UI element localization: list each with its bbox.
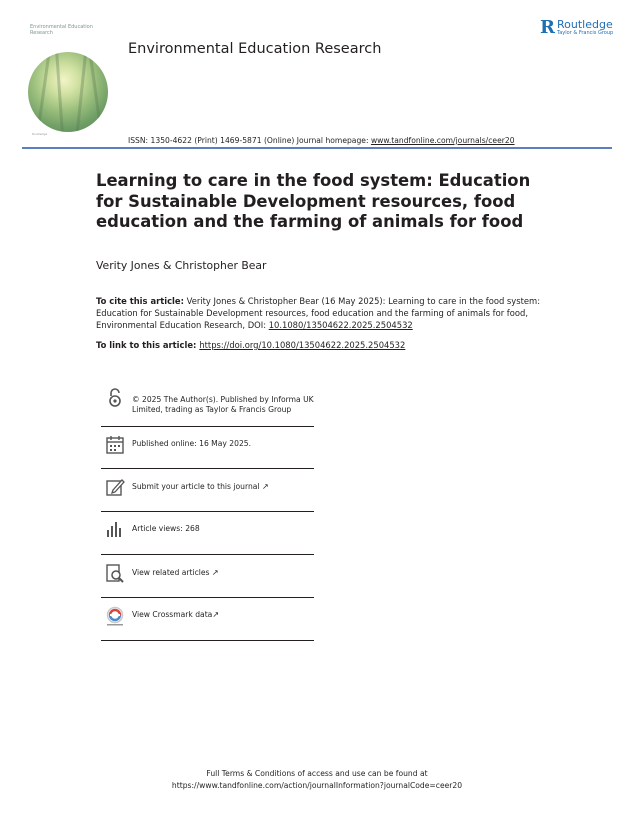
crossmark-icon: [104, 605, 126, 627]
submit-article-label: Submit your article to this journal: [132, 482, 260, 491]
issn-line: [128, 136, 515, 145]
submit-row[interactable]: [101, 469, 314, 512]
footer-terms-text: Full Terms & Conditions of access and use can be found at: [206, 769, 428, 778]
views-row: [101, 512, 314, 555]
related-articles-link[interactable]: [132, 568, 219, 578]
citation-block: [96, 295, 566, 331]
external-link-icon: ↗: [211, 568, 219, 577]
page-footer: [0, 768, 634, 792]
journal-homepage-link[interactable]: www.tandfonline.com/journals/ceer20: [370, 136, 515, 145]
related-search-icon: [104, 563, 126, 585]
doi-link[interactable]: 10.1080/13504622.2025.2504532: [268, 320, 413, 330]
open-access-row: [101, 387, 314, 427]
publisher-name: Routledge: [557, 18, 613, 31]
article-title: Learning to care in the food system: Education for Sustainable Development resources, food education and the farming of animals for food: [96, 171, 531, 231]
issn-text: ISSN: 1350-4622 (Print) 1469-5871 (Online) Journal homepage:: [128, 136, 371, 145]
bar-chart-icon: [104, 519, 126, 541]
citation-text: Verity Jones & Christopher Bear (16 May 2025): Learning to care in the food system: Education for Sustainable Development resources, food education and the farming of animals for food, Environmental Education Research, DOI:: [96, 296, 541, 330]
external-link-icon: ↗: [261, 482, 269, 491]
routledge-logo-icon: R: [540, 17, 555, 38]
article-views: Article views: 268: [132, 524, 200, 533]
publisher-logo[interactable]: [540, 17, 620, 41]
citation-label: To cite this article:: [96, 296, 184, 306]
external-link-icon: ↗: [212, 610, 220, 619]
header-divider: [22, 147, 612, 149]
article-authors: Verity Jones & Christopher Bear: [96, 259, 267, 272]
footer-terms-url[interactable]: https://www.tandfonline.com/action/journalInformation?journalCode=ceer20: [171, 781, 463, 790]
crossmark-row[interactable]: [101, 598, 314, 641]
calendar-icon: [104, 434, 126, 456]
journal-cover-image: [22, 22, 118, 144]
related-articles-label: View related articles: [132, 568, 210, 577]
crossmark-link[interactable]: [132, 610, 219, 620]
cover-footer: Routledge: [32, 132, 48, 136]
cover-title: Environmental Education Research: [30, 24, 93, 36]
open-access-icon: [104, 387, 126, 409]
link-label: To link to this article:: [96, 340, 200, 350]
article-link-line: [96, 340, 405, 350]
journal-title: Environmental Education Research: [128, 41, 382, 57]
cover-forest-illustration: [28, 52, 108, 132]
edit-icon: [104, 476, 126, 498]
published-date: Published online: 16 May 2025.: [132, 439, 252, 448]
article-url-link[interactable]: https://doi.org/10.1080/13504622.2025.2504532: [199, 340, 406, 350]
publisher-tagline: Taylor & Francis Group: [557, 30, 614, 36]
related-row[interactable]: [101, 555, 314, 598]
submit-article-link[interactable]: [132, 482, 269, 492]
crossmark-label: View Crossmark data: [132, 610, 213, 619]
open-access-text: © 2025 The Author(s). Published by Informa UK Limited, trading as Taylor & Francis Group: [132, 395, 314, 414]
published-row: [101, 426, 314, 469]
